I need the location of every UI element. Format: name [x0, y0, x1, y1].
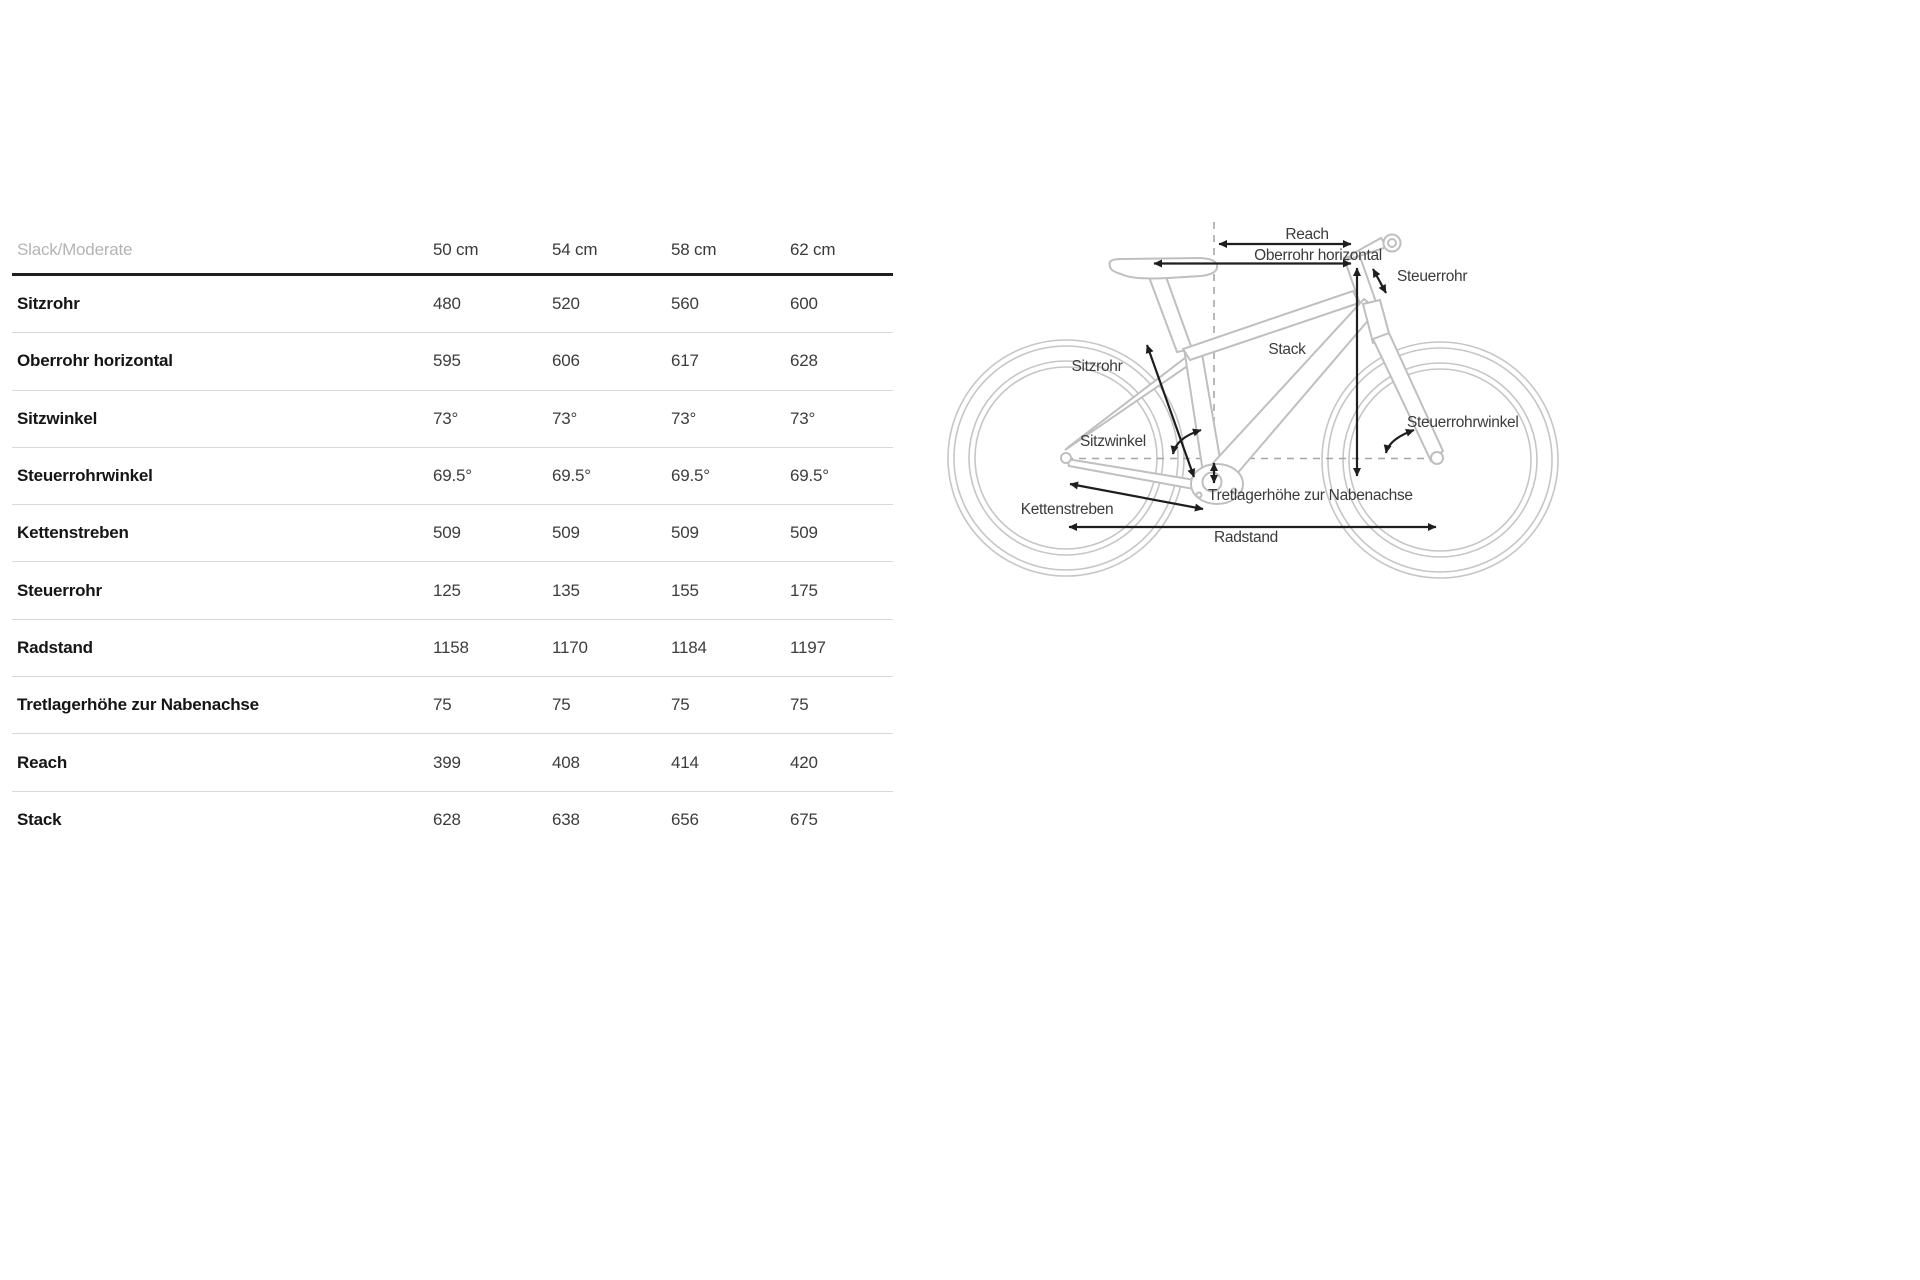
cell: 69.5°	[552, 466, 591, 486]
cell: 638	[552, 809, 580, 829]
cell: 75	[790, 695, 809, 715]
column-header-50cm: 50 cm	[433, 239, 479, 259]
table-row	[12, 333, 893, 390]
saddle-icon	[1109, 258, 1217, 279]
radstand-label: Radstand	[1214, 529, 1278, 546]
cell: 135	[552, 580, 580, 600]
diagram-labels	[1021, 226, 1519, 546]
reach-label: Reach	[1285, 226, 1329, 243]
cell: 125	[433, 580, 461, 600]
column-header-58cm: 58 cm	[671, 239, 717, 259]
cell: 175	[790, 580, 818, 600]
cell: 73°	[552, 408, 578, 428]
cell: 75	[552, 695, 571, 715]
stack-label: Stack	[1268, 341, 1306, 358]
cell: 628	[433, 809, 461, 829]
cell: 408	[552, 752, 580, 772]
row-label: Radstand	[17, 637, 93, 657]
row-label: Steuerrohr	[17, 580, 102, 600]
cell: 600	[790, 294, 818, 314]
cell: 560	[671, 294, 699, 314]
cell: 509	[433, 523, 461, 543]
measurement-arrows	[1069, 244, 1436, 527]
cell: 595	[433, 351, 461, 371]
table-row	[12, 620, 893, 677]
cell: 509	[671, 523, 699, 543]
kettenstreben-label: Kettenstreben	[1020, 501, 1114, 518]
row-label: Sitzwinkel	[17, 408, 98, 428]
cell: 617	[671, 351, 699, 371]
cell: 520	[552, 294, 580, 314]
steuerrohr-arrow	[1373, 269, 1386, 293]
bike-diagram-svg	[940, 200, 1600, 640]
cell: 69.5°	[671, 466, 710, 486]
table-row	[12, 276, 893, 333]
table-row	[12, 391, 893, 448]
cell: 69.5°	[433, 466, 472, 486]
cell: 480	[433, 294, 461, 314]
row-label: Steuerrohrwinkel	[17, 466, 153, 486]
table-row	[12, 562, 893, 619]
sitzrohr-label: Sitzrohr	[1071, 358, 1123, 375]
table-row	[12, 677, 893, 734]
geometry-table	[12, 226, 893, 848]
cell: 73°	[433, 408, 459, 428]
row-label: Tretlagerhöhe zur Nabenachse	[17, 695, 259, 715]
column-header-54cm: 54 cm	[552, 239, 598, 259]
cell: 155	[671, 580, 699, 600]
tretlagerhoehe-label: Tretlagerhöhe zur Nabenachse	[1208, 487, 1413, 504]
cell: 75	[671, 695, 690, 715]
cell: 509	[552, 523, 580, 543]
cell: 1158	[433, 637, 469, 657]
cell: 69.5°	[790, 466, 829, 486]
table-row	[12, 734, 893, 791]
cell: 75	[433, 695, 452, 715]
cell: 606	[552, 351, 580, 371]
row-label: Stack	[17, 809, 62, 829]
table-header-title: Slack/Moderate	[17, 239, 133, 259]
row-label: Sitzrohr	[17, 294, 80, 314]
row-label: Reach	[17, 752, 68, 772]
cell: 509	[790, 523, 818, 543]
cell: 675	[790, 809, 818, 829]
cell: 656	[671, 809, 699, 829]
cell: 73°	[790, 408, 816, 428]
row-label: Oberrohr horizontal	[17, 351, 173, 371]
steuerrohrwinkel-angle-arrow	[1386, 430, 1414, 453]
column-header-62cm: 62 cm	[790, 239, 836, 259]
cell: 1170	[552, 637, 588, 657]
table-row	[12, 792, 893, 848]
steuerrohrwinkel-label: Steuerrohrwinkel	[1407, 414, 1519, 431]
cell: 628	[790, 351, 818, 371]
cell: 1184	[671, 637, 707, 657]
table-header-row	[12, 226, 893, 276]
cell: 399	[433, 752, 461, 772]
cell: 1197	[790, 637, 826, 657]
sitzwinkel-label: Sitzwinkel	[1080, 433, 1146, 450]
steuerrohr-label: Steuerrohr	[1397, 268, 1468, 285]
table-row	[12, 448, 893, 505]
bike-geometry-diagram	[940, 200, 1600, 640]
cell: 73°	[671, 408, 697, 428]
cell: 420	[790, 752, 818, 772]
table-row	[12, 505, 893, 562]
oberrohr-label: Oberrohr horizontal	[1254, 247, 1382, 264]
row-label: Kettenstreben	[17, 523, 129, 543]
cell: 414	[671, 752, 699, 772]
